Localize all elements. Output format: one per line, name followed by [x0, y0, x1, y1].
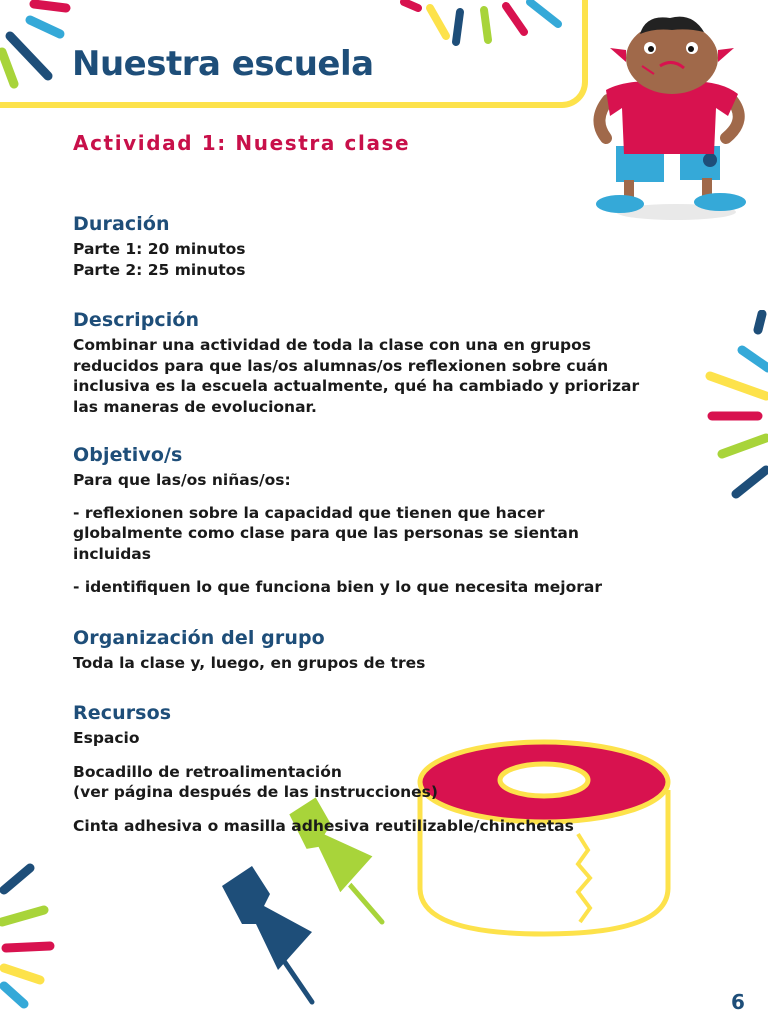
objetivos-item-2: - identifiquen lo que funciona bien y lo que necesita mejorar	[73, 578, 602, 596]
blue-pushpin-icon	[218, 862, 328, 1012]
objetivos-intro: Para que las/os niñas/os:	[73, 471, 291, 489]
activity-subtitle: Actividad 1: Nuestra clase	[73, 131, 411, 155]
descripcion-line-4: las maneras de evolucionar.	[73, 397, 317, 416]
sunburst-right-icon	[700, 310, 768, 510]
page-title: Nuestra escuela	[72, 44, 374, 84]
organizacion-text: Toda la clase y, luego, en grupos de tres	[73, 654, 426, 672]
duracion-heading: Duración	[73, 213, 170, 235]
recursos-heading: Recursos	[73, 702, 172, 724]
recursos-item-3: Cinta adhesiva o masilla adhesiva reutilizable/chinchetas	[73, 816, 574, 835]
objetivos-item-1-line-1: - reflexionen sobre la capacidad que tienen que hacer	[73, 503, 545, 522]
descripcion-section	[73, 309, 683, 417]
descripcion-line-2: reducidos para que las/os alumnas/os reflexionen sobre cuán	[73, 356, 609, 375]
recursos-item-2-line-1: Bocadillo de retroalimentación	[73, 762, 342, 781]
organizacion-section	[73, 627, 683, 674]
recursos-item-2-line-2: (ver página después de las instrucciones)	[73, 783, 438, 801]
objetivos-section	[73, 444, 683, 598]
duracion-section	[73, 213, 683, 280]
duracion-part-2: Parte 2: 25 minutos	[73, 260, 246, 279]
descripcion-line-3: inclusiva es la escuela actualmente, qué ha cambiado y priorizar	[73, 377, 640, 395]
recursos-section	[73, 702, 683, 836]
recursos-item-1: Espacio	[73, 729, 140, 747]
organizacion-heading: Organización del grupo	[73, 627, 325, 649]
duracion-part-1: Parte 1: 20 minutos	[73, 240, 246, 258]
page-number: 6	[731, 990, 745, 1014]
objetivos-item-1-line-2: globalmente como clase para que las personas se sientan	[73, 524, 579, 542]
descripcion-line-1: Combinar una actividad de toda la clase con una en grupos	[73, 336, 592, 354]
descripcion-heading: Descripción	[73, 309, 200, 331]
objetivos-item-1-line-3: incluidas	[73, 544, 151, 563]
sunburst-bottom-left-icon	[0, 860, 70, 1010]
objetivos-heading: Objetivo/s	[73, 444, 183, 466]
child-character-illustration	[588, 8, 768, 228]
